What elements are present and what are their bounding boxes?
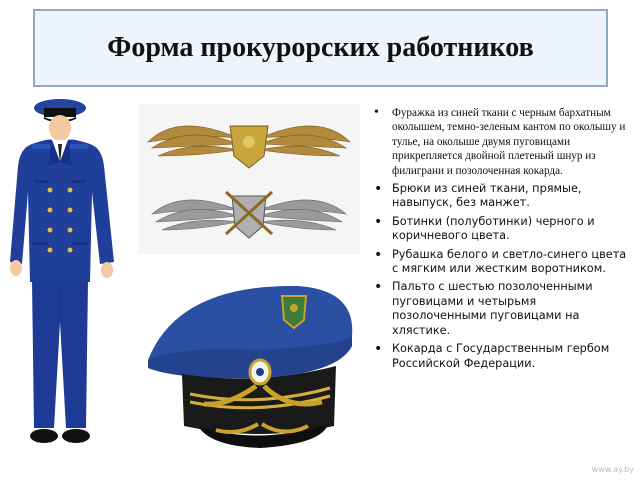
watermark: www.ay.by — [591, 465, 634, 474]
officer-uniform-image — [10, 92, 132, 452]
list-item: • Кокарда с Государственным гербом Российской Федерации. — [370, 342, 632, 371]
list-item: • Фуражка из синей ткани с черным бархатным околышем, темно-зеленым кантом по околышу и тулье, на околыше двумя пуговицами прикрепляется двойной плетеный шнур из филиграни и позолоченная кокарда. — [370, 106, 632, 178]
insignia-badges-image — [138, 104, 360, 254]
title-box — [33, 9, 608, 87]
list-item: • Ботинки (полуботинки) черного и коричневого цвета. — [370, 215, 632, 244]
slide-title: Форма прокурорских работников — [107, 32, 534, 63]
service-cap-image — [138, 276, 360, 452]
list-item: • Пальто с шестью позолоченными пуговицами и четырьмя позолоченными пуговицами на хлястике. — [370, 280, 632, 338]
uniform-description-list — [370, 106, 632, 375]
list-item: • Рубашка белого и светло-синего цвета с мягким или жестким воротником. — [370, 248, 632, 277]
list-item: • Брюки из синей ткани, прямые, навыпуск, без манжет. — [370, 182, 632, 211]
